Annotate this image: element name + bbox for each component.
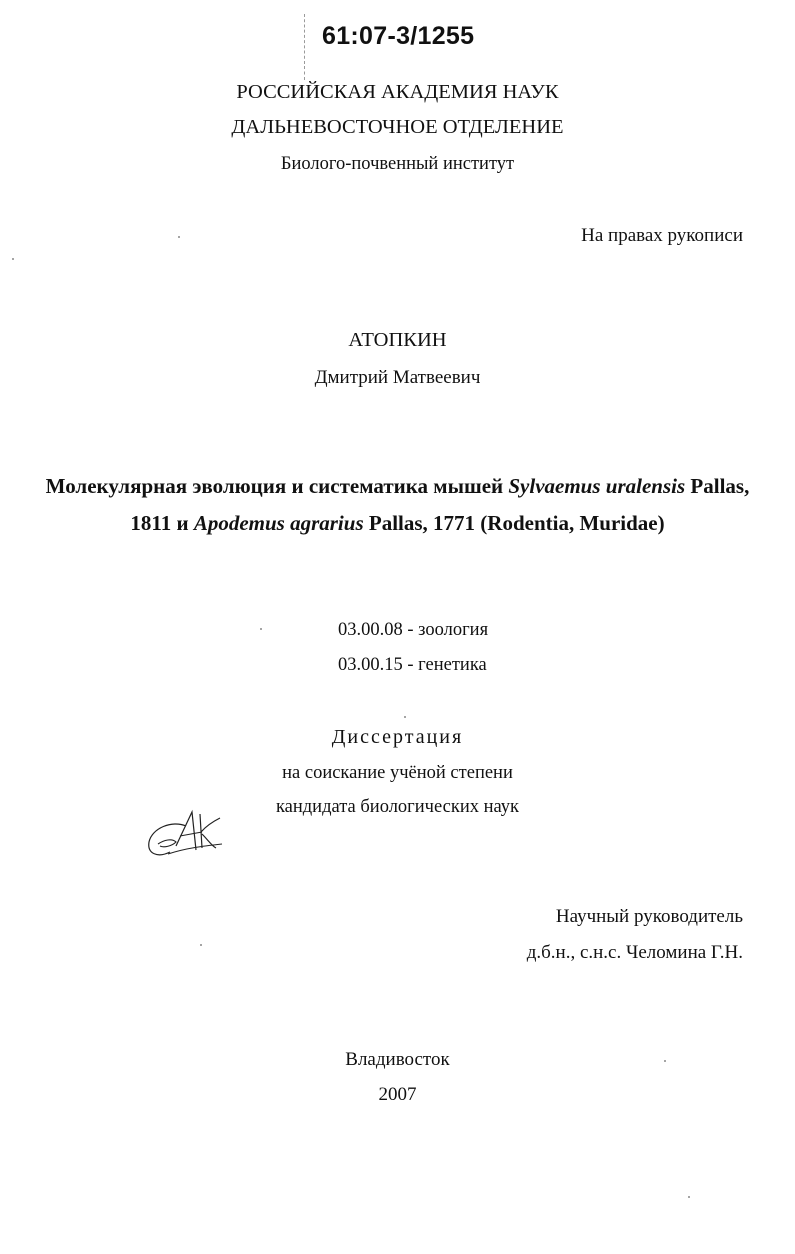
title-text: Молекулярная эволюция и систематика мышей (45, 474, 509, 498)
org-line-1: РОССИЙСКАЯ АКАДЕМИЯ НАУК (236, 81, 559, 103)
specialty-code-2: 03.00.15 - генетика (338, 655, 487, 675)
institute-name: Биолого-почвенный институт (280, 154, 515, 174)
work-type: Диссертация (331, 726, 464, 748)
species-name: Sylvaemus uralensis (508, 474, 686, 498)
species-name: Apodemus agrarius (193, 511, 364, 535)
scan-speck (404, 716, 406, 718)
year: 2007 (378, 1084, 417, 1105)
scan-speck (178, 236, 180, 238)
author-surname: АТОПКИН (348, 329, 447, 351)
specialty-code-1: 03.00.08 - зоология (338, 620, 489, 640)
scan-speck (200, 944, 202, 946)
author-name: Дмитрий Матвеевич (314, 367, 481, 388)
margin-mark (304, 66, 305, 80)
manuscript-note: На правах рукописи (581, 225, 743, 246)
margin-mark (304, 14, 305, 64)
handwritten-signature-icon (146, 804, 224, 860)
title-text: Pallas, 1771 (Rodentia, Muridae) (363, 511, 665, 535)
archive-code: 61:07-3/1255 (322, 22, 475, 50)
scan-speck (688, 1196, 690, 1198)
degree-line-1: на соискание учёной степени (282, 763, 513, 783)
scan-speck (12, 258, 14, 260)
title-text: 1811 и (130, 511, 194, 535)
title-text: Pallas, (685, 474, 750, 498)
city: Владивосток (345, 1049, 450, 1070)
supervisor-name: д.б.н., с.н.с. Челомина Г.Н. (526, 942, 743, 963)
thesis-title-line-1 (0, 474, 795, 499)
org-line-2: ДАЛЬНЕВОСТОЧНОЕ ОТДЕЛЕНИЕ (231, 116, 564, 138)
scan-speck (260, 628, 262, 630)
thesis-title-line-2 (0, 511, 795, 536)
degree-line-2: кандидата биологических наук (275, 797, 520, 817)
supervisor-label: Научный руководитель (555, 906, 743, 927)
scan-speck (664, 1060, 666, 1062)
